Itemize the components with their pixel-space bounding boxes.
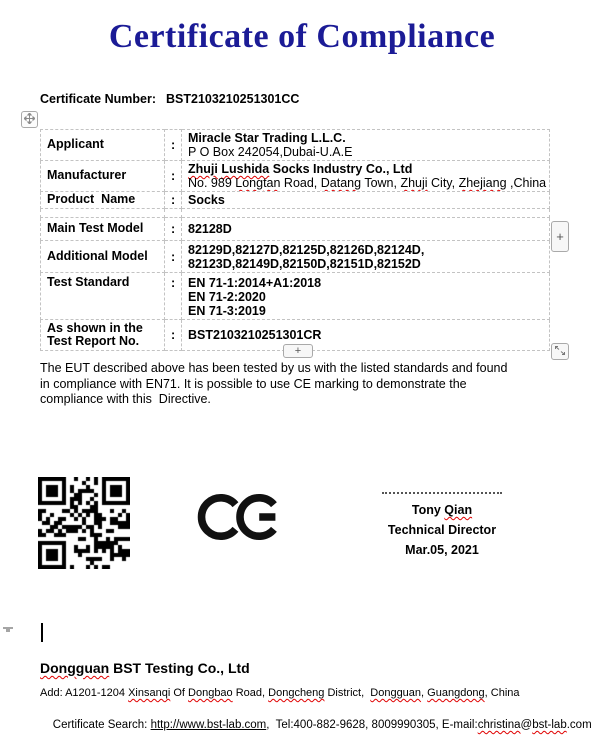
row-value [182,320,550,351]
row-value [182,161,550,192]
signatory-name: Tony Qian [411,503,473,517]
value-line: Socks [188,193,225,207]
certificate-number-label: Certificate Number: [40,92,156,106]
value-line: Zhuji Lushida Socks Industry Co., Ltd [188,162,413,176]
table-move-handle[interactable] [21,111,38,128]
statement-line: The EUT described above has been tested by us with the listed standards and found [40,361,508,375]
value-line: P O Box 242054,Dubai-U.A.E [188,145,353,159]
row-colon: : [165,241,182,273]
plus-icon: + [556,229,564,244]
row-label: Additional Model [41,241,165,273]
row-value [182,241,550,273]
move-icon [24,111,35,129]
footer-address: Add: A1201-1204 Xinsanqi Of Dongbao Road, Dongcheng District, Dongguan, Guangdong, China [40,687,520,699]
certificate-search-link[interactable]: http://www.bst-lab.com [150,719,267,731]
footer-contact-line [40,707,592,743]
value-line: EN 71-3:2019 [188,304,266,318]
footer-email: christina@bst-lab.com [477,719,592,731]
value-line: 82123D,82149D,82150D,82151D,82152D [188,256,421,271]
row-label: Main Test Model [41,218,165,241]
footer-tel: , Tel:400-882-9628, 8009990305, E-mail: [266,719,478,731]
row-label: Product Name [41,192,165,209]
row-colon: : [165,273,182,320]
row-colon: : [165,161,182,192]
table-row-product-name [41,192,550,209]
add-column-button[interactable] [551,221,569,252]
signatory-role: Technical Director [387,523,497,537]
signature-block [368,492,516,560]
ce-mark-icon [197,486,283,553]
add-row-button[interactable] [283,344,313,358]
statement-line: compliance with this Directive. [40,392,211,406]
row-colon: : [165,320,182,351]
table-row-additional-model [41,241,550,273]
row-value [182,218,550,241]
value-line: Miracle Star Trading L.L.C. [188,131,346,145]
value-line: EN 71-2:2020 [188,290,266,304]
row-colon: : [165,192,182,209]
table-row-main-test-model [41,218,550,241]
table-row-manufacturer [41,161,550,192]
footer-company-name: Dongguan BST Testing Co., Ltd [40,660,250,676]
signature-date: Mar.05, 2021 [405,543,479,557]
row-value [182,192,550,209]
table-row-applicant [41,130,550,161]
certificate-search-label: Certificate Search: [52,719,151,731]
resize-icon [554,343,566,361]
row-colon: : [165,218,182,241]
plus-icon: + [294,345,302,357]
row-value [182,273,550,320]
compliance-statement [40,361,580,408]
value-line: 82128D [188,222,232,236]
row-value [182,130,550,161]
signature-line [382,492,502,494]
qr-code [38,477,130,569]
row-colon: : [165,130,182,161]
statement-line: in compliance with EN71. It is possible to use CE marking to demonstrate the [40,376,467,391]
row-label: Applicant [41,130,165,161]
paste-options-icon[interactable] [3,627,13,635]
value-line: EN 71-1:2014+A1:2018 [188,276,322,290]
table-row-spacer [41,209,550,218]
table-row-test-standard [41,273,550,320]
row-label: Test Standard [41,273,165,320]
certificate-number-line [40,92,299,106]
row-label: Manufacturer [41,161,165,192]
table-resize-handle[interactable] [551,343,569,360]
text-cursor [41,623,43,642]
row-label: As shown in the Test Report No. [41,320,165,351]
certificate-number-value: BST2103210251301CC [166,92,300,106]
page-title: Certificate of Compliance [108,18,496,55]
certificate-table [40,129,550,351]
value-line: 82129D,82127D,82125D,82126D,82124D, [188,242,425,257]
value-line: No. 989 Longtan Road, Datang Town, Zhuji City, Zhejiang ,China [188,176,547,190]
value-line: BST2103210251301CR [188,328,322,342]
